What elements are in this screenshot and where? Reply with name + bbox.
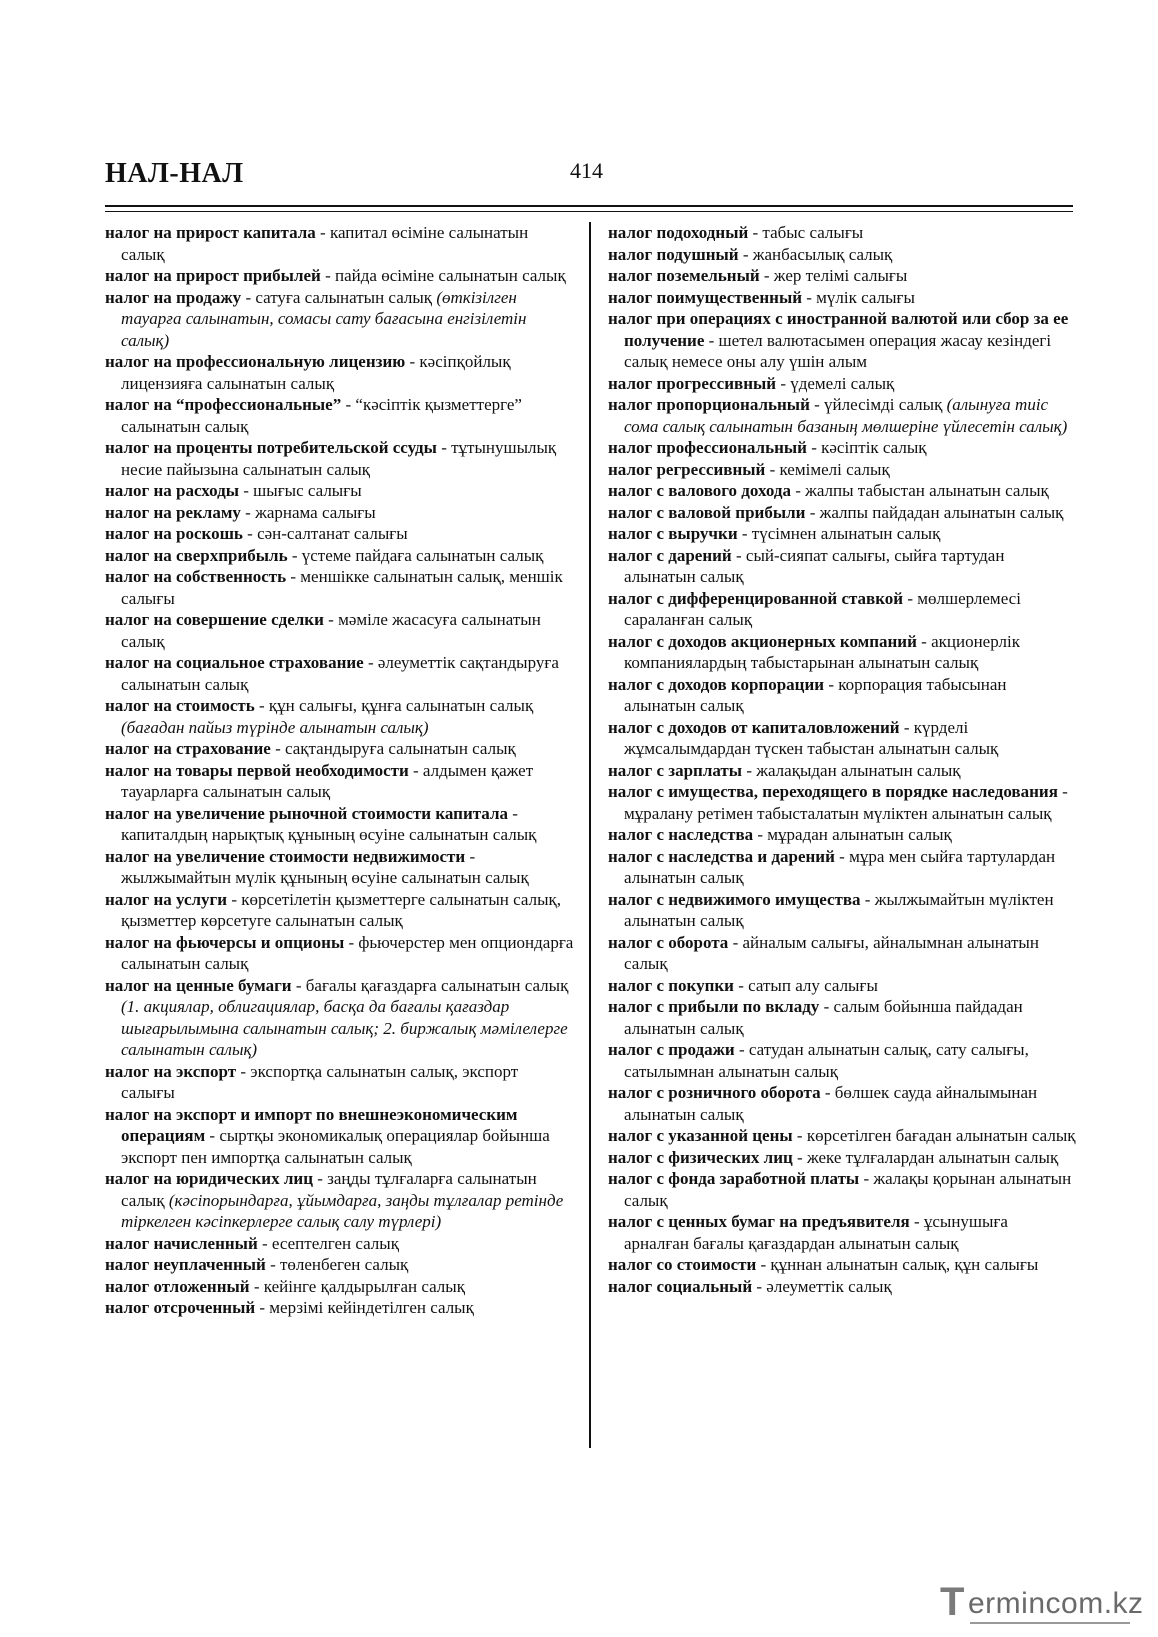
dictionary-entry (105, 394, 575, 437)
entry-note: (1. акциялар, облигациялар, басқа да бағалы қағаздар шығарылымына салынатын салық; 2. биржалық мәмілелерге салынатын салық) (121, 997, 568, 1059)
entry-term: налог с выручки (608, 524, 738, 543)
entry-term: налог при операциях с иностранной валютой или сбор за ее получение (608, 309, 1069, 350)
entry-definition: - көрсетілген бағадан алынатын салық (792, 1126, 1076, 1145)
entry-definition: - капиталдың нарықтық құнының өсуіне салынатын салық (121, 803, 537, 844)
entry-term: налог на продажу (105, 287, 242, 307)
entry-term: налог поимущественный (608, 287, 803, 307)
dictionary-entry (608, 265, 1076, 287)
entry-definition: - төленбеген салық (265, 1255, 409, 1274)
entry-term: налог отсроченный (105, 1298, 256, 1317)
entry-term: налог с указанной цены (608, 1126, 793, 1145)
entry-definition: - тұтынушылық несие пайызына салынатын салық (121, 438, 557, 479)
column-divider (589, 222, 591, 1448)
entry-note: (алынуға тиіс сома салық салынатын базаның мөлшеріне үйлесетін салық) (624, 395, 1068, 436)
entry-definition: - жер телімі салығы (759, 266, 908, 285)
dictionary-entry (608, 480, 1076, 502)
entry-term: налог на социальное страхование (105, 653, 364, 672)
dictionary-entry (608, 588, 1076, 631)
entry-term: налог на страхование (105, 739, 271, 758)
entry-definition: - жарнама салығы (240, 502, 376, 522)
dictionary-entry (608, 889, 1076, 932)
entry-definition: - сатуға салынатын салық (241, 287, 437, 307)
entry-term: налог с имущества, переходящего в порядке наследования (608, 782, 1058, 801)
entry-term: налог отложенный (105, 1276, 250, 1296)
entry-term: налог пропорциональный (608, 395, 810, 414)
entry-term: налог неуплаченный (105, 1255, 266, 1274)
entry-definition: - мұра мен сыйға тартулардан алынатын салық (624, 846, 1056, 887)
dictionary-entry (608, 975, 1076, 997)
dictionary-entry (608, 1147, 1076, 1169)
dictionary-entry (105, 351, 575, 394)
entry-definition: - жалақыдан алынатын салық (742, 760, 961, 780)
entry-definition: - экспортқа салынатын салық, экспорт салығы (121, 1061, 519, 1102)
entry-definition: - кейінге қалдырылған салық (249, 1276, 465, 1296)
entry-definition: - пайда өсіміне салынатын салық (320, 266, 566, 285)
dictionary-entry (608, 824, 1076, 846)
entry-definition: - “кәсіптік қызметтерге” салынатын салық (121, 395, 522, 436)
entry-term: налог на фьючерсы и опционы (105, 932, 345, 952)
page-title: НАЛ-НАЛ (105, 158, 244, 189)
entry-term: налог с доходов от капиталовложений (608, 717, 900, 737)
entry-term: налог на “профессиональные” (105, 395, 342, 414)
entry-term: налог с физических лиц (608, 1147, 793, 1167)
dictionary-entry (608, 287, 1076, 309)
entry-term: налог поземельный (608, 266, 760, 285)
dictionary-entry (105, 760, 575, 803)
left-column (105, 222, 575, 1319)
dictionary-entry (105, 846, 575, 889)
dictionary-entry (608, 394, 1076, 437)
entry-term: налог с фонда заработной платы (608, 1169, 860, 1188)
entry-definition: - әлеуметтік сақтандыруға салынатын салық (121, 653, 559, 694)
dictionary-entry (608, 846, 1076, 889)
dictionary-entry (608, 1082, 1076, 1125)
dictionary-entry (105, 695, 575, 738)
entry-term: налог на прирост капитала (105, 223, 316, 242)
entry-definition: - жалпы табыстан алынатын салық (790, 481, 1049, 500)
entry-term: налог с наследства (608, 825, 754, 844)
entry-definition: - мөлшерлемесі сараланған салық (624, 588, 1021, 629)
page-header (105, 150, 1073, 200)
entry-definition: - кәсіпқойлық лицензияға салынатын салық (121, 352, 511, 393)
dictionary-entry (105, 652, 575, 695)
entry-definition: - мүлік салығы (802, 287, 915, 307)
entry-term: налог с покупки (608, 975, 734, 995)
entry-term: налог с прибыли по вкладу (608, 997, 820, 1016)
dictionary-entry (608, 459, 1076, 481)
entry-definition: - айналым салығы, айналымнан алынатын салық (624, 932, 1039, 973)
entry-term: налог со стоимости (608, 1255, 757, 1274)
entry-definition: - бөлшек сауда айналымынан алынатын салық (624, 1083, 1038, 1124)
entry-term: налог на увеличение стоимости недвижимости (105, 846, 466, 866)
entry-term: налог с продажи (608, 1040, 735, 1059)
entry-term: налог на роскошь (105, 524, 243, 543)
termincom-logo (940, 1580, 1144, 1624)
entry-definition: - шетел валютасымен операция жасау кезіндегі салық немесе оны алу үшін алым (624, 330, 1052, 371)
dictionary-entry (608, 717, 1076, 760)
entry-term: налог с дифференцированной ставкой (608, 588, 904, 608)
entry-definition: - кемімелі салық (765, 459, 890, 479)
entry-term: налог на товары первой необходимости (105, 760, 409, 780)
header-rule-thin (105, 211, 1073, 212)
dictionary-entry (105, 1254, 575, 1276)
entry-definition: - жанбасылық салық (738, 244, 893, 264)
entry-term: налог на сверхприбыль (105, 545, 288, 565)
entry-term: налог на профессиональную лицензию (105, 352, 406, 371)
entry-definition: - үдемелі салық (776, 373, 895, 393)
dictionary-entry (105, 889, 575, 932)
entry-term: налог на проценты потребительской ссуды (105, 438, 437, 457)
entry-term: налог начисленный (105, 1233, 258, 1253)
entry-term: налог на собственность (105, 567, 287, 586)
dictionary-entry (608, 932, 1076, 975)
entry-term: налог подоходный (608, 223, 749, 242)
entry-definition: - меншікке салынатын салық, меншік салығы (121, 567, 563, 608)
dictionary-entry (608, 502, 1076, 524)
dictionary-entry (105, 1168, 575, 1233)
entry-term: налог с зарплаты (608, 760, 743, 780)
entry-definition: - акционерлік компаниялардың табыстарынан алынатын салық (624, 631, 1020, 672)
dictionary-entry (608, 674, 1076, 717)
dictionary-entry (608, 631, 1076, 674)
dictionary-entry (105, 566, 575, 609)
entry-definition: - сый-сияпат салығы, сыйға тартудан алынатын салық (624, 545, 1005, 586)
entry-term: налог с доходов корпорации (608, 674, 825, 694)
entry-definition: - капитал өсіміне салынатын салық (121, 223, 529, 264)
dictionary-entry (608, 1276, 1076, 1298)
entry-definition: - сән-салтанат салығы (242, 524, 408, 543)
entry-term: налог на экспорт (105, 1061, 237, 1081)
dictionary-entry (608, 437, 1076, 459)
entry-definition: - үстеме пайдаға салынатын салық (287, 545, 544, 565)
entry-definition: - корпорация табысынан алынатын салық (624, 674, 1007, 715)
logo-underline (970, 1622, 1130, 1624)
entry-definition: - есептелген салық (257, 1233, 399, 1253)
entry-definition: - фьючерстер мен опциондарға салынатын салық (121, 932, 574, 973)
entry-note: (кәсіпорындарға, ұйымдарға, заңды тұлғалар ретінде тіркелген кәсіпкерлерге салық салу түрлері) (121, 1190, 564, 1231)
entry-term: налог с валового дохода (608, 481, 791, 500)
dictionary-entry (105, 480, 575, 502)
entry-term: налог с ценных бумаг на предъявителя (608, 1212, 910, 1231)
entry-note: (өткізілген тауарға салынатын, сомасы сату бағасына енгізілетін салық) (121, 287, 527, 350)
entry-term: налог регрессивный (608, 459, 766, 479)
entry-definition: - сатып алу салығы (733, 975, 878, 995)
dictionary-entry (608, 545, 1076, 588)
entry-term: налог на юридических лиц (105, 1169, 313, 1188)
entry-definition: - заңды тұлғаларға салынатын салық (121, 1169, 537, 1210)
dictionary-entry (105, 932, 575, 975)
dictionary-entry (105, 1233, 575, 1255)
entry-definition: - құннан алынатын салық, құн салығы (756, 1255, 1039, 1274)
dictionary-entry (608, 244, 1076, 266)
dictionary-entry (105, 287, 575, 352)
dictionary-entry (608, 308, 1076, 373)
dictionary-entry (608, 523, 1076, 545)
dictionary-entry (105, 738, 575, 760)
entry-definition: - ұсынушыға арналған бағалы қағаздардан алынатын салық (624, 1212, 1008, 1253)
page-number: 414 (570, 158, 603, 183)
entry-term: налог на прирост прибылей (105, 266, 321, 285)
entry-term: налог на расходы (105, 481, 240, 500)
dictionary-entry (105, 1297, 575, 1319)
dictionary-entry (105, 523, 575, 545)
dictionary-entry (608, 1125, 1076, 1147)
dictionary-entry (105, 437, 575, 480)
entry-definition: - сыртқы экономикалық операциялар бойынша экспорт пен импортқа салынатын салық (121, 1126, 550, 1167)
dictionary-entry (105, 975, 575, 1061)
entry-definition: - мұрадан алынатын салық (753, 825, 952, 844)
entry-term: налог на ценные бумаги (105, 975, 292, 995)
dictionary-entry (105, 1276, 575, 1298)
header-rule-thick (105, 205, 1073, 207)
dictionary-entry (105, 609, 575, 652)
entry-term: налог с дарений (608, 545, 732, 565)
entry-term: налог с доходов акционерных компаний (608, 631, 917, 651)
entry-definition: - жылжымайтын мүлік құнының өсуіне салынатын салық (121, 846, 529, 887)
dictionary-entry (105, 502, 575, 524)
dictionary-entry (608, 996, 1076, 1039)
entry-definition: - жеке тұлғалардан алынатын салық (792, 1147, 1059, 1167)
entry-term: налог прогрессивный (608, 373, 777, 393)
dictionary-entry (105, 1104, 575, 1169)
dictionary-entry (608, 1168, 1076, 1211)
entry-term: налог с недвижимого имущества (608, 889, 861, 909)
entry-definition: - шығыс салығы (239, 481, 362, 500)
entry-note: (бағадан пайыз түрінде алынатын салық) (121, 717, 429, 737)
entry-definition: - сақтандыруға салынатын салық (270, 739, 516, 758)
entry-term: налог с оборота (608, 932, 729, 952)
entry-term: налог на экспорт и импорт по внешнеэкономическим операциям (105, 1104, 518, 1145)
dictionary-entry (608, 373, 1076, 395)
dictionary-entry (608, 760, 1076, 782)
dictionary-entry (105, 545, 575, 567)
entry-definition: - салым бойынша пайдадан алынатын салық (624, 997, 1023, 1038)
logo-mark: T (940, 1580, 965, 1624)
entry-term: налог на рекламу (105, 502, 241, 522)
dictionary-entry (105, 803, 575, 846)
entry-definition: - алдымен қажет тауарларға салынатын салық (121, 760, 534, 801)
entry-definition: - түсімнен алынатын салық (737, 524, 941, 543)
entry-term: налог на услуги (105, 889, 228, 909)
entry-term: налог на совершение сделки (105, 610, 324, 629)
entry-definition: - мәміле жасасуға салынатын салық (121, 610, 541, 651)
entry-definition: - жалпы пайдадан алынатын салық (805, 502, 1064, 522)
entry-definition: - үйлесімді салық (809, 395, 947, 414)
dictionary-entry (105, 222, 575, 265)
entry-definition: - бағалы қағаздарға салынатын салық (291, 975, 569, 995)
entry-term: налог с розничного оборота (608, 1083, 821, 1102)
entry-term: налог социальный (608, 1276, 753, 1296)
entry-definition: - күрделі жұмсалымдардан түскен табыстан алынатын салық (624, 717, 999, 758)
entry-definition: - сатудан алынатын салық, сату салығы, сатылымнан алынатын салық (624, 1040, 1029, 1081)
entry-term: налог на стоимость (105, 696, 255, 715)
dictionary-entry (608, 1039, 1076, 1082)
entry-term: налог подушный (608, 244, 739, 264)
dictionary-entry (105, 1061, 575, 1104)
entry-definition: - әлеуметтік салық (752, 1276, 892, 1296)
dictionary-entry (608, 222, 1076, 244)
entry-term: налог с наследства и дарений (608, 846, 835, 866)
right-column (608, 222, 1076, 1297)
logo-text: ermincom.kz (968, 1587, 1144, 1620)
dictionary-entry (105, 265, 575, 287)
entry-definition: - табыс салығы (748, 223, 864, 242)
entry-definition: - мерзімі кейіндетілген салық (255, 1298, 474, 1317)
entry-definition: - жылжымайтын мүліктен алынатын салық (624, 889, 1054, 930)
dictionary-entry (608, 781, 1076, 824)
entry-definition: - құн салығы, құнға салынатын салық (254, 696, 534, 715)
dictionary-entry (608, 1254, 1076, 1276)
entry-term: налог профессиональный (608, 438, 807, 457)
dictionary-entry (608, 1211, 1076, 1254)
entry-definition: - жалақы қорынан алынатын салық (624, 1169, 1072, 1210)
entry-definition: - көрсетілетін қызметтерге салынатын салық, қызметтер көрсетуге салынатын салық (121, 889, 562, 930)
entry-definition: - мұралану ретімен табысталатын мүліктен алынатын салық (624, 782, 1068, 823)
entry-term: налог с валовой прибыли (608, 502, 806, 522)
entry-term: налог на увеличение рыночной стоимости капитала (105, 803, 508, 823)
entry-definition: - кәсіптік салық (806, 438, 927, 457)
